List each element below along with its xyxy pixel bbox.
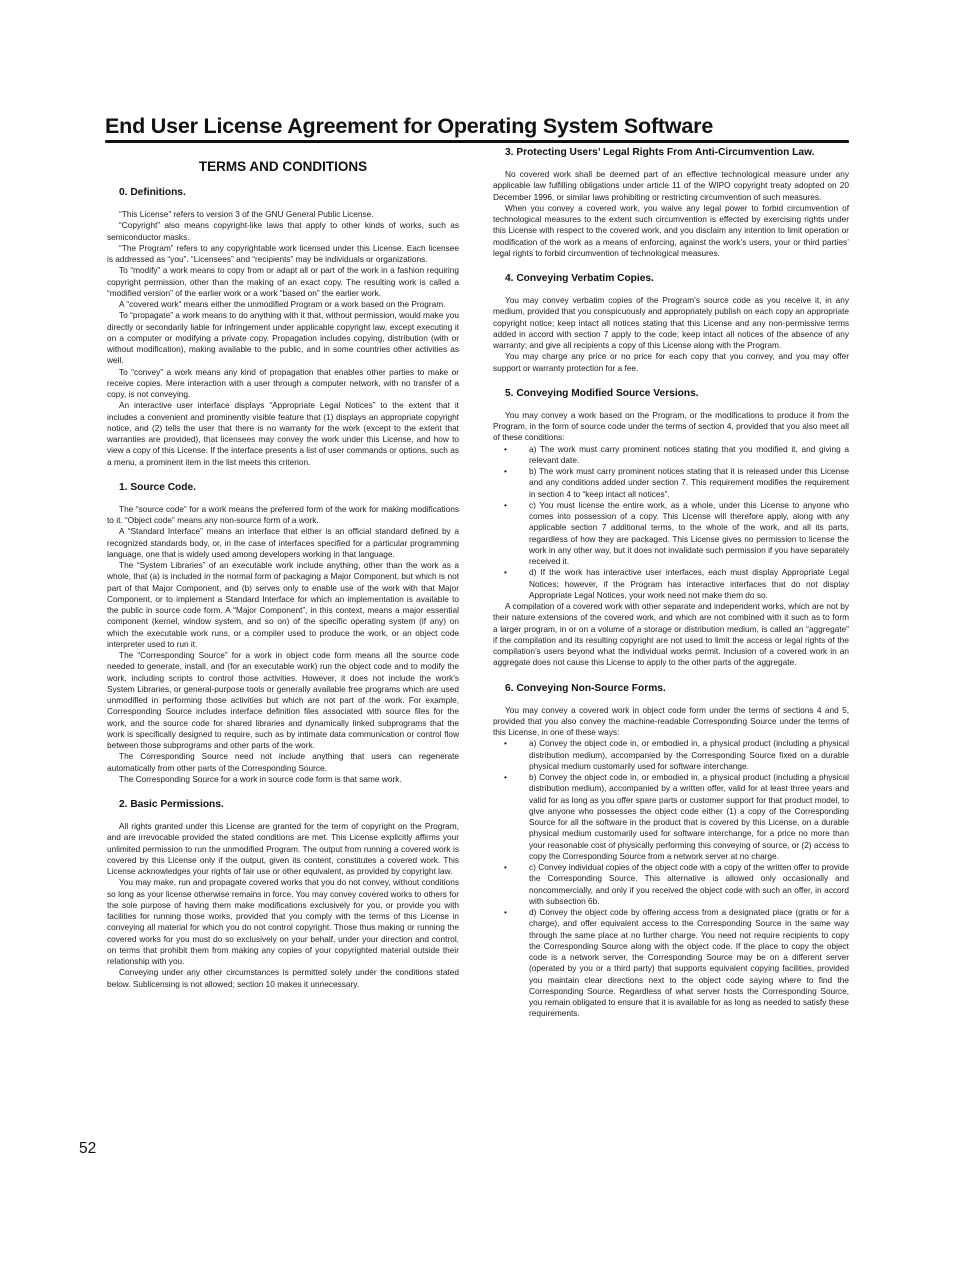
section-title: 6. Conveying Non-Source Forms. [505, 682, 666, 694]
paragraph: To “convey” a work means any kind of propagation that enables other parties to make or receive copies. Mere interaction with a user through a computer network, with no transfer of a copy, is not conveying. [107, 366, 459, 399]
paragraph: You may convey a work based on the Program, or the modifications to produce it from the Program, in the form of source code under the terms of section 4, provided that you also meet all of these conditions: [493, 409, 849, 443]
page-number: 52 [79, 1140, 97, 1157]
list-item-text: b) The work must carry prominent notices stating that it is released under this License and any conditions added under section 7. This requirement modifies the requirement in section 4 to “keep intact all notices”. [529, 466, 849, 499]
condition-list [493, 444, 849, 602]
paragraph: The “source code” for a work means the preferred form of the work for making modifications to it. “Object code” means any non-source form of a work. [107, 503, 459, 525]
section-definitions [107, 186, 459, 468]
list-item [493, 500, 849, 568]
paragraph: You may convey verbatim copies of the Program’s source code as you receive it, in any medium, provided that you conspicuously and appropriately publish on each copy an appropriate copyright notice; keep intact all notices stating that this License and any non-permissive terms added in accord with section 7 apply to the code; keep intact all notices of the absence of any warranty; and give all recipients a copy of this License along with the Program. [493, 295, 849, 350]
section-title: 2. Basic Permissions. [119, 799, 224, 810]
list-item [493, 862, 849, 907]
list-item [493, 466, 849, 500]
bullet-icon: • [504, 907, 507, 917]
conveyance-options-list [493, 738, 849, 1019]
section-title: 4. Conveying Verbatim Copies. [505, 273, 654, 284]
paragraph: No covered work shall be deemed part of an effective technological measure under any applicable law fulfilling obligations under article 11 of the WIPO copyright treaty adopted on 20 December 1996, or similar laws prohibiting or restricting circumvention of such measures. [493, 169, 849, 202]
list-item-text: d) Convey the object code by offering access from a designated place (gratis or for a charge), and offer equivalent access to the Corresponding Source in the same way through the same place at no further charge. You need not require recipients to copy the Corresponding Source along with the object code. If the place to copy the object code is a network server, the Corresponding Source may be on a different server (operated by you or a third party) that supports equivalent copying facilities, provided you maintain clear directions next to the object code saying where to find the Corresponding Source. Regardless of what server hosts the Corresponding Source, you remain obligated to ensure that it is available for as long as needed to satisfy these requirements. [529, 907, 849, 1019]
section-title: 1. Source Code. [119, 481, 196, 493]
paragraph: You may convey a covered work in object code form under the terms of sections 4 and 5, provided that you also convey the machine-readable Corresponding Source under the terms of this License, in one of these ways: [493, 704, 849, 737]
list-item-text: a) The work must carry prominent notices stating that you modified it, and giving a relevant date. [529, 443, 849, 465]
paragraph: The Corresponding Source need not include anything that users can regenerate automatically from other parts of the Corresponding Source. [107, 751, 459, 773]
section-title: 3. Protecting Users’ Legal Rights From Anti-Circumvention Law. [505, 147, 815, 158]
bullet-icon: • [504, 862, 507, 872]
paragraph: The “Corresponding Source” for a work in object code form means all the source code needed to generate, install, and (for an executable work) run the object code and to modify the work, including scripts to control those activities. However, it does not include the work’s System Libraries, or general-purpose tools or generally available free programs which are used unmodified in performing those activities but which are not part of the work. For example, Corresponding Source includes interface definition files associated with source files for the work, and the source code for shared libraries and dynamically linked subprograms that the work is specifically designed to require, such as by intimate data communication or control flow between those subprograms and other parts of the work. [107, 650, 459, 750]
paragraph: “Copyright” also means copyright-like laws that apply to other kinds of works, such as semiconductor masks. [107, 220, 459, 242]
bullet-icon: • [504, 772, 507, 782]
list-item-text: b) Convey the object code in, or embodied in, a physical product (including a physical distribution medium), accompanied by a written offer, valid for at least three years and valid for as long as you offer spare parts or customer support for that product model, to give anyone who possesses the object code either (1) a copy of the Corresponding Source for all the software in the product that is covered by this License, on a durable physical medium customarily used for software interchange, for a price no more than your reasonable cost of physically performing this conveying of source, or (2) access to copy the Corresponding Source from a network server at no charge. [529, 772, 849, 861]
paragraph: An interactive user interface displays “Appropriate Legal Notices” to the extent that it includes a convenient and prominently visible feature that (1) displays an appropriate copyright notice, and (2) tells the user that there is no warranty for the work (except to the extent that warranties are provided), that licensees may convey the work under this License, and how to view a copy of this License. If the interface presents a list of user commands or options, such as a menu, a prominent item in the list meets this criterion. [107, 400, 459, 467]
section-modified-source [493, 387, 849, 669]
list-item-text: d) If the work has interactive user interfaces, each must display Appropriate Legal Notices; however, if the Program has interactive interfaces that do not display Appropriate Legal Notices, your work need not make them do so. [529, 567, 849, 600]
paragraph: A “Standard Interface” means an interface that either is an official standard defined by a recognized standards body, or, in the case of interfaces specified for a particular programming language, one that is widely used among developers working in that language. [107, 526, 459, 559]
section-verbatim-copies [493, 272, 849, 374]
list-item [493, 738, 849, 772]
paragraph: When you convey a covered work, you waive any legal power to forbid circumvention of technological measures to the extent such circumvention is effected by exercising rights under this License with respect to the covered work, and you disclaim any intention to limit operation or modification of the work as a means of enforcing, against the work’s users, your or third parties’ legal rights to forbid circumvention of technological measures. [493, 202, 849, 258]
paragraph: A “covered work” means either the unmodified Program or a work based on the Program. [119, 299, 446, 309]
section-anti-circumvention [493, 146, 849, 259]
right-column [493, 146, 849, 1020]
list-item-text: c) Convey individual copies of the object code with a copy of the written offer to provide the Corresponding Source. This alternative is allowed only occasionally and noncommercially, and only if you received the object code with such an offer, in accord with subsection 6b. [529, 862, 849, 906]
list-item [493, 772, 849, 862]
bullet-icon: • [504, 466, 507, 476]
paragraph: A compilation of a covered work with other separate and independent works, which are not by their nature extensions of the covered work, and which are not combined with it such as to form a larger program, in or on a volume of a storage or distribution medium, is called an “aggregate” if the compilation and its resulting copyright are not used to limit the access or legal rights of the compilation’s users beyond what the individual works permit. Inclusion of a covered work in an aggregate does not cause this License to apply to the other parts of the aggregate. [493, 601, 849, 668]
bullet-icon: • [504, 499, 507, 510]
bullet-icon: • [504, 738, 507, 749]
document-title: End User License Agreement for Operating System Software [105, 114, 714, 138]
paragraph: To “propagate” a work means to do anything with it that, without permission, would make you directly or secondarily liable for infringement under applicable copyright law, except executing it on a computer or modifying a private copy. Propagation includes copying, distribution (with or without modification), making available to the public, and in some countries other activities as well. [107, 310, 459, 366]
list-item-text: a) Convey the object code in, or embodied in, a physical product (including a physical distribution medium), accompanied by the Corresponding Source fixed on a durable physical medium customarily used for software interchange. [529, 738, 849, 771]
paragraph: To “modify” a work means to copy from or adapt all or part of the work in a fashion requiring copyright permission, other than the making of an exact copy. The resulting work is called a “modified version” of the earlier work or a work “based on” the earlier work. [107, 265, 459, 298]
paragraph: “This License” refers to version 3 of the GNU General Public License. [119, 209, 374, 219]
title-underline-rule [105, 140, 849, 143]
list-item [493, 907, 849, 1020]
paragraph: All rights granted under this License are granted for the term of copyright on the Program, and are irrevocable provided the stated conditions are met. This License explicitly affirms your unlimited permission to run the unmodified Program. The output from running a covered work is covered by this License only if the output, given its content, constitutes a covered work. This License acknowledges your rights of fair use or other equivalent, as provided by copyright law. [107, 821, 459, 876]
section-basic-permissions [107, 798, 459, 990]
list-item [493, 444, 849, 467]
list-item-text: c) You must license the entire work, as a whole, under this License to anyone who comes into possession of a copy. This License will therefore apply, along with any applicable section 7 additional terms, to the whole of the work, and all its parts, regardless of how they are packaged. This License gives no permission to license the work in any other way, but it does not invalidate such permission if you have separately received it. [529, 499, 849, 566]
bullet-icon: • [504, 567, 507, 578]
list-item [493, 567, 849, 601]
paragraph: The Corresponding Source for a work in source code form is that same work. [119, 773, 402, 784]
paragraph: You may charge any price or no price for each copy that you convey, and you may offer support or warranty protection for a fee. [493, 351, 849, 373]
section-title: 5. Conveying Modified Source Versions. [505, 387, 699, 399]
section-non-source-forms [493, 682, 849, 1020]
paragraph: “The Program” refers to any copyrightable work licensed under this License. Each licensee is addressed as “you”. “Licensees” and “recipients” may be individuals or organizations. [107, 242, 459, 264]
paragraph: Conveying under any other circumstances is permitted solely under the conditions stated below. Sublicensing is not allowed; section 10 makes it unnecessary. [107, 967, 459, 989]
paragraph: You may make, run and propagate covered works that you do not convey, without conditions so long as your license otherwise remains in force. You may convey covered works to others for the sole purpose of having them make modifications exclusively for you, or provide you with facilities for running those works, provided that you comply with the terms of this License in conveying all material for which you do not control copyright. Those thus making or running the covered works for you must do so exclusively on your behalf, under your direction and control, on terms that prohibit them from making any copies of your copyrighted material outside their relationship with you. [107, 877, 459, 966]
terms-and-conditions-heading: TERMS AND CONDITIONS [198, 159, 368, 174]
left-column [107, 146, 459, 990]
paragraph: The “System Libraries” of an executable work include anything, other than the work as a whole, that (a) is included in the normal form of packaging a Major Component, but which is not part of that Major Component, and (b) serves only to enable use of the work with that Major Component, or to implement a Standard Interface for which an implementation is available to the public in source code form. A “Major Component”, in this context, means a major essential component (kernel, window system, and so on) of the specific operating system (if any) on which the executable work runs, or a compiler used to produce the work, or an object code interpreter used to run it. [107, 560, 459, 649]
section-source-code [107, 481, 459, 785]
bullet-icon: • [504, 443, 507, 454]
section-title: 0. Definitions. [119, 187, 186, 198]
